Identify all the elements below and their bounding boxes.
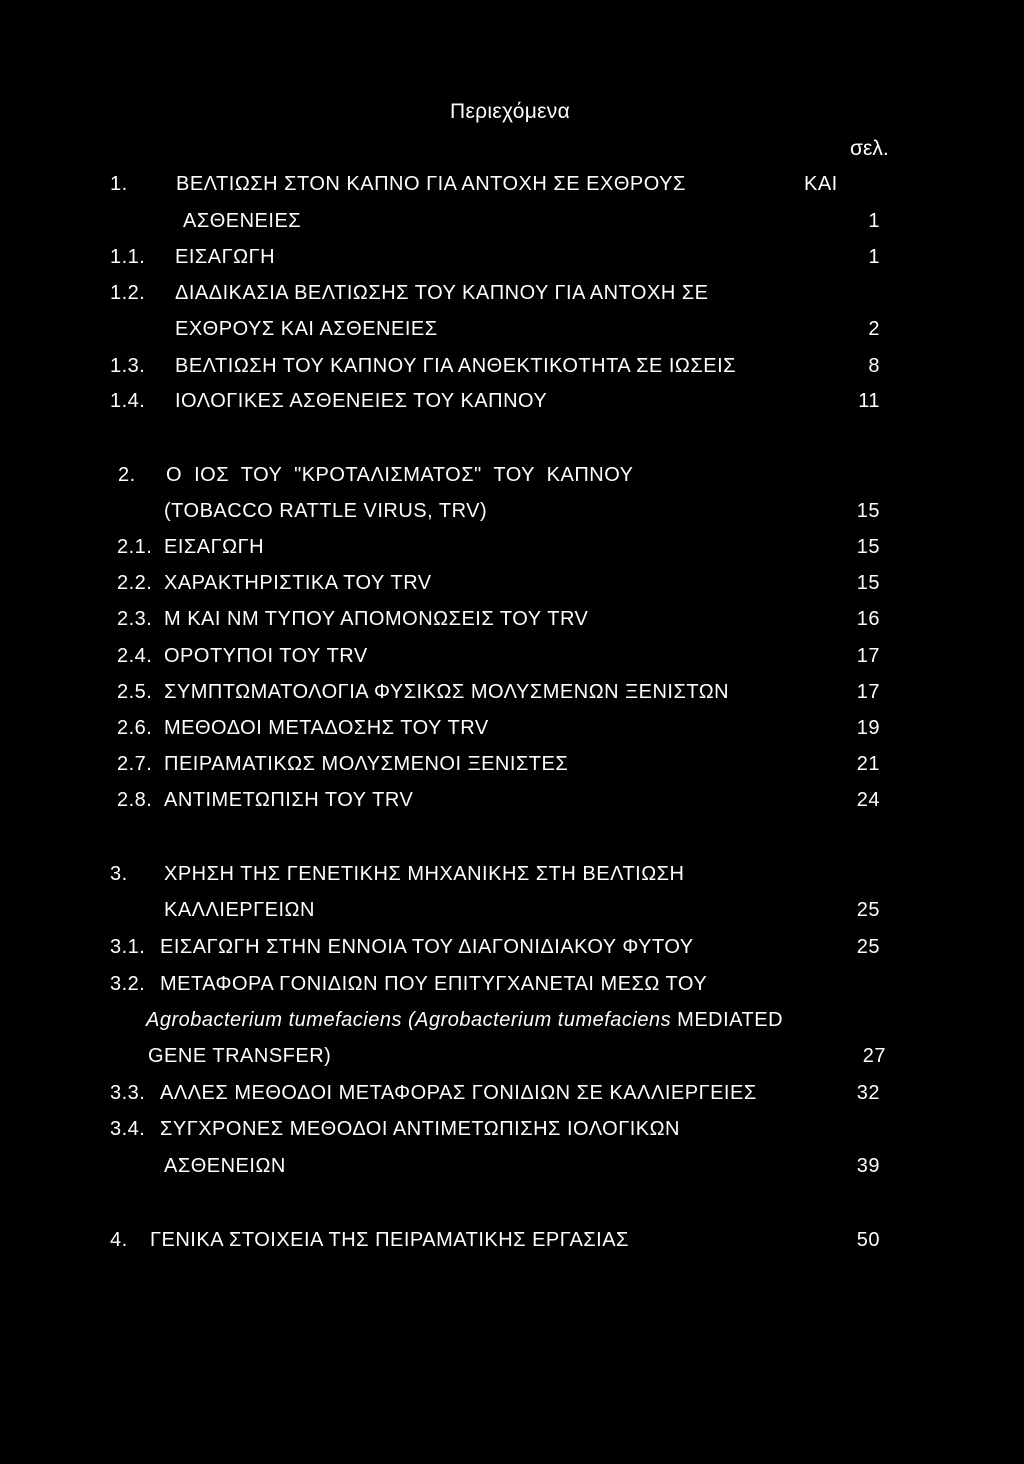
toc-title: ΧΑΡΑΚΤΗΡΙΣΤΙΚΑ ΤΟΥ TRV xyxy=(164,572,432,594)
toc-title: ΜΕΘΟΔΟΙ ΜΕΤΑΔΟΣΗΣ ΤΟΥ TRV xyxy=(164,717,489,739)
toc-title: ΣΥΓΧΡΟΝΕΣ ΜΕΘΟΔΟΙ ΑΝΤΙΜΕΤΩΠΙΣΗΣ ΙΟΛΟΓΙΚΩΝ xyxy=(160,1118,681,1140)
toc-number: 3.1. xyxy=(110,936,146,958)
toc-page-number: 19 xyxy=(856,717,880,739)
toc-number: 1.1. xyxy=(110,246,146,268)
toc-title-cont xyxy=(146,1009,783,1032)
page-column-label: σελ. xyxy=(850,137,889,160)
toc-number: 1. xyxy=(110,173,128,195)
toc-title-end: ΚΑΙ xyxy=(804,173,838,195)
toc-number: 1.3. xyxy=(110,355,146,377)
toc-number: 2.5. xyxy=(117,681,153,703)
toc-title: ΙΟΛΟΓΙΚΕΣ ΑΣΘΕΝΕΙΕΣ ΤΟΥ ΚΑΠΝΟΥ xyxy=(175,390,548,412)
toc-number: 2.6. xyxy=(117,717,153,739)
toc-title: ΑΛΛΕΣ ΜΕΘΟΔΟΙ ΜΕΤΑΦΟΡΑΣ ΓΟΝΙΔΙΩΝ ΣΕ ΚΑΛΛΙΕΡΓΕΙΕΣ xyxy=(160,1082,757,1104)
toc-number: 2. xyxy=(118,464,136,486)
toc-page-number: 1 xyxy=(868,246,880,268)
toc-number: 2.2. xyxy=(117,572,153,594)
toc-title-cont: ΕΧΘΡΟΥΣ ΚΑΙ ΑΣΘΕΝΕΙΕΣ xyxy=(175,318,438,340)
toc-page-number: 21 xyxy=(856,753,880,775)
toc-title-cont: ΚΑΛΛΙΕΡΓΕΙΩΝ xyxy=(164,899,315,921)
toc-page-number: 15 xyxy=(856,572,880,594)
toc-number: 2.3. xyxy=(117,608,153,630)
toc-title-cont: GENE TRANSFER) xyxy=(148,1045,332,1067)
toc-number: 2.1. xyxy=(117,536,153,558)
toc-number: 4. xyxy=(110,1229,128,1251)
toc-number: 3.4. xyxy=(110,1118,146,1140)
toc-title: ΟΡΟΤΥΠΟΙ ΤΟΥ TRV xyxy=(164,645,368,667)
toc-title: ΕΙΣΑΓΩΓΗ xyxy=(164,536,265,558)
toc-title: Μ ΚΑΙ ΝΜ ΤΥΠΟΥ ΑΠΟΜΟΝΩΣΕΙΣ ΤΟΥ TRV xyxy=(164,608,589,630)
toc-number: 3.2. xyxy=(110,973,146,995)
page-title: Περιεχόμενα xyxy=(450,100,571,123)
toc-title-cont: ΑΣΘΕΝΕΙΕΣ xyxy=(183,210,302,232)
toc-page-number: 15 xyxy=(856,500,880,522)
toc-number: 3. xyxy=(110,863,128,885)
toc-title: ΣΥΜΠΤΩΜΑΤΟΛΟΓΙΑ ΦΥΣΙΚΩΣ ΜΟΛΥΣΜΕΝΩΝ ΞΕΝΙΣΤΩΝ xyxy=(164,681,730,703)
toc-page-number: 2 xyxy=(868,318,880,340)
toc-number: 2.4. xyxy=(117,645,153,667)
toc-page-number: 32 xyxy=(856,1082,880,1104)
toc-page-number: 27 xyxy=(862,1045,886,1067)
toc-page-number: 25 xyxy=(856,936,880,958)
toc-title-cont: (TOBACCO RATTLE VIRUS, TRV) xyxy=(164,500,488,522)
toc-page-number: 1 xyxy=(868,210,880,232)
toc-title: ΜΕΤΑΦΟΡΑ ΓΟΝΙΔΙΩΝ ΠΟΥ ΕΠΙΤΥΓΧΑΝΕΤΑΙ ΜΕΣΩ ΤΟΥ xyxy=(160,973,708,995)
toc-title: ΠΕΙΡΑΜΑΤΙΚΩΣ ΜΟΛΥΣΜΕΝΟΙ ΞΕΝΙΣΤΕΣ xyxy=(164,753,569,775)
species-name: Agrobacterium tumefaciens (Agrobacterium tumefaciens xyxy=(146,1009,672,1031)
toc-page-number: 50 xyxy=(856,1229,880,1251)
toc-number: 2.7. xyxy=(117,753,153,775)
toc-page-number: 15 xyxy=(856,536,880,558)
toc-title: ΒΕΛΤΙΩΣΗ ΤΟΥ ΚΑΠΝΟΥ ΓΙΑ ΑΝΘΕΚΤΙΚΟΤΗΤΑ ΣΕ ΙΩΣΕΙΣ xyxy=(175,355,737,377)
toc-page-number: 24 xyxy=(856,789,880,811)
toc-page-number: 17 xyxy=(856,681,880,703)
toc-title: ΕΙΣΑΓΩΓΗ xyxy=(175,246,276,268)
toc-title: ΧΡΗΣΗ ΤΗΣ ΓΕΝΕΤΙΚΗΣ ΜΗΧΑΝΙΚΗΣ ΣΤΗ ΒΕΛΤΙΩΣΗ xyxy=(164,863,685,885)
toc-page-number: 25 xyxy=(856,899,880,921)
toc-title: ΓΕΝΙΚΑ ΣΤΟΙΧΕΙΑ ΤΗΣ ΠΕΙΡΑΜΑΤΙΚΗΣ ΕΡΓΑΣΙΑΣ xyxy=(150,1229,629,1251)
toc-page-number: 39 xyxy=(856,1155,880,1177)
toc-number: 1.2. xyxy=(110,282,146,304)
toc-title-cont-rest: MEDIATED xyxy=(671,1009,784,1031)
toc-title: ΒΕΛΤΙΩΣΗ ΣΤΟΝ ΚΑΠΝΟ ΓΙΑ ΑΝΤΟΧΗ ΣΕ ΕΧΘΡΟΥΣ xyxy=(176,173,686,195)
toc-title: ΔΙΑΔΙΚΑΣΙΑ ΒΕΛΤΙΩΣΗΣ ΤΟΥ ΚΑΠΝΟΥ ΓΙΑ ΑΝΤΟΧΗ ΣΕ xyxy=(175,282,709,304)
toc-title: Ο ΙΟΣ ΤΟΥ "ΚΡΟΤΑΛΙΣΜΑΤΟΣ" ΤΟΥ ΚΑΠΝΟΥ xyxy=(166,464,634,486)
toc-page-number: 16 xyxy=(856,608,880,630)
toc-title: ΑΝΤΙΜΕΤΩΠΙΣΗ ΤΟΥ TRV xyxy=(164,789,414,811)
toc-page-number: 11 xyxy=(858,390,880,412)
toc-title-cont: ΑΣΘΕΝΕΙΩΝ xyxy=(164,1155,286,1177)
toc-page-number: 17 xyxy=(856,645,880,667)
toc-page-number: 8 xyxy=(868,355,880,377)
toc-number: 3.3. xyxy=(110,1082,146,1104)
toc-number: 1.4. xyxy=(110,390,146,412)
toc-title: ΕΙΣΑΓΩΓΗ ΣΤΗΝ ΕΝΝΟΙΑ ΤΟΥ ΔΙΑΓΟΝΙΔΙΑΚΟΥ ΦΥΤΟΥ xyxy=(160,936,694,958)
toc-number: 2.8. xyxy=(117,789,153,811)
